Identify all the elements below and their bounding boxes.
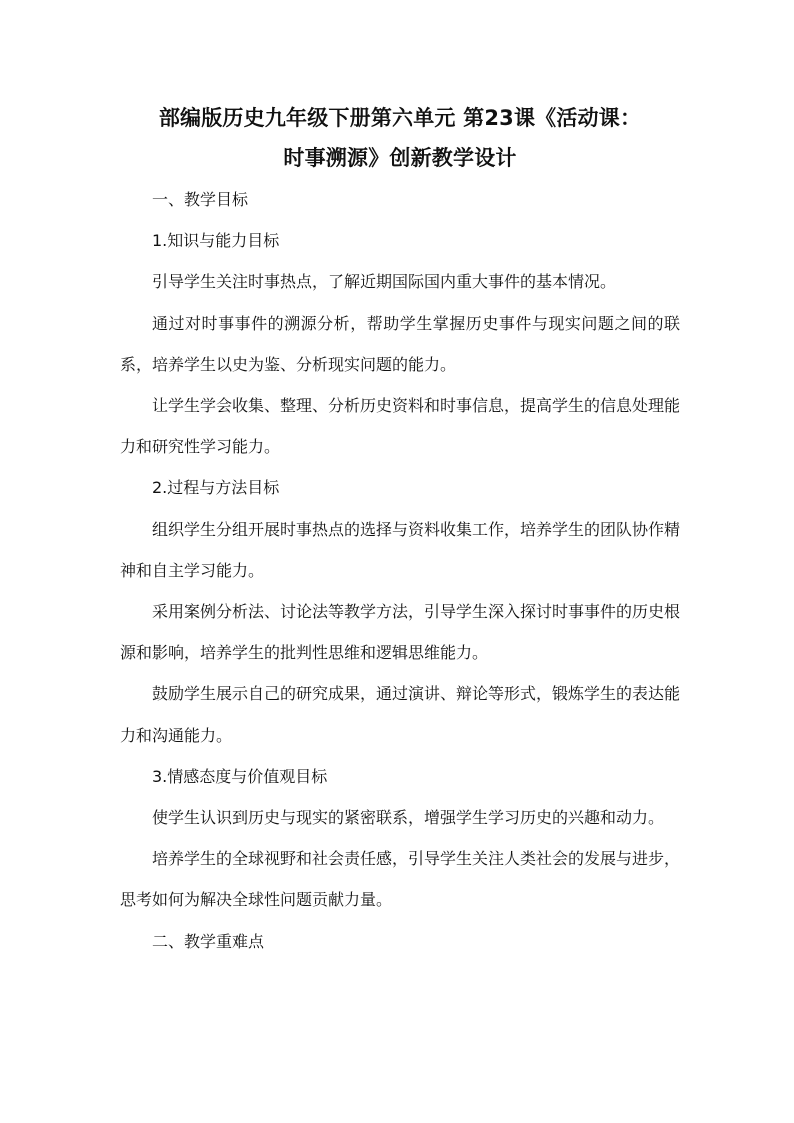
paragraph: 组织学生分组开展时事热点的选择与资料收集工作，培养学生的团队协作精神和自主学习能力。 bbox=[120, 519, 681, 580]
paragraph: 通过对时事事件的溯源分析，帮助学生掌握历史事件与现实问题之间的联系，培养学生以史为鉴、分析现实问题的能力。 bbox=[120, 313, 680, 374]
subheading-knowledge-ability: 1.知识与能力目标 bbox=[152, 231, 280, 251]
paragraph: 鼓励学生展示自己的研究成果，通过演讲、辩论等形式，锻炼学生的表达能力和沟通能力。 bbox=[120, 684, 681, 745]
subheading-process-method: 2.过程与方法目标 bbox=[152, 478, 280, 498]
document-page bbox=[120, 98, 680, 962]
section-heading-teaching-goals: 一、教学目标 bbox=[152, 190, 249, 209]
subheading-emotion-values: 3.情感态度与价值观目标 bbox=[152, 766, 328, 786]
section-heading-key-difficulties: 二、教学重难点 bbox=[152, 931, 265, 951]
paragraph: 引导学生关注时事热点，了解近期国际国内重大事件的基本情况。 bbox=[152, 272, 617, 292]
paragraph: 使学生认识到历史与现实的紧密联系，增强学生学习历史的兴趣和动力。 bbox=[152, 808, 665, 828]
title-line-1: 部编版历史九年级下册第六单元 第23课《活动课： bbox=[158, 106, 642, 130]
paragraph: 培养学生的全球视野和社会责任感，引导学生关注人类社会的发展与进步，思考如何为解决全球性问题贡献力量。 bbox=[120, 849, 681, 910]
paragraph: 采用案例分析法、讨论法等教学方法，引导学生深入探讨时事事件的历史根源和影响，培养学生的批判性思维和逻辑思维能力。 bbox=[120, 602, 681, 663]
paragraph: 让学生学会收集、整理、分析历史资料和时事信息，提高学生的信息处理能力和研究性学习能力。 bbox=[120, 396, 681, 457]
document-title bbox=[120, 98, 680, 178]
title-line-2: 时事溯源》创新教学设计 bbox=[283, 146, 517, 170]
